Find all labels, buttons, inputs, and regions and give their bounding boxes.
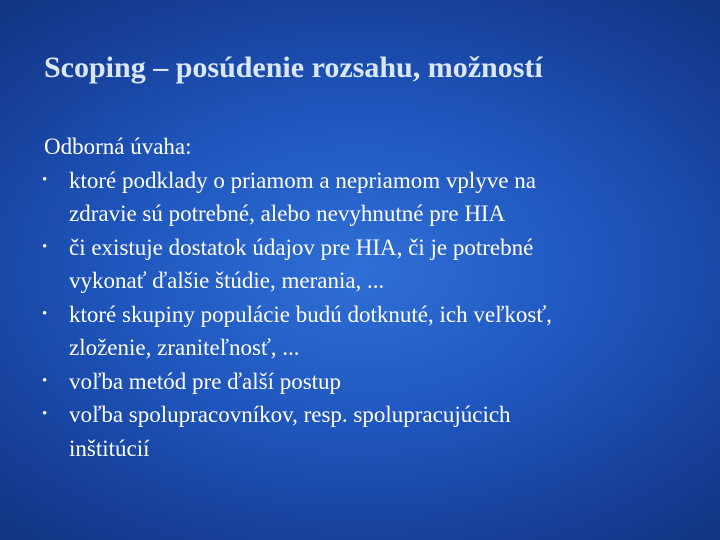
bullet-icon: • <box>42 372 48 389</box>
bullet-text-line: ktoré skupiny populácie budú dotknuté, ich veľkosť, <box>69 301 552 327</box>
bullet-text-line: inštitúcií <box>69 435 150 461</box>
bullet-text-line: zdravie sú potrebné, alebo nevyhnutné pre HIA <box>69 201 506 226</box>
bullet-text-line: zloženie, zraniteľnosť, ... <box>69 335 300 360</box>
bullet-text-line: voľba spolupracovníkov, resp. spolupracujúcich <box>69 402 511 427</box>
bullet-text-line: ktoré podklady o priamom a nepriamom vplyve na <box>69 167 536 193</box>
bullet-icon: • <box>42 406 48 422</box>
intro-text: Odborná úvaha: <box>44 134 192 159</box>
bullet-item <box>44 298 704 365</box>
bullet-text-line: voľba metód pre ďalší postup <box>69 368 342 394</box>
bullet-icon: • <box>42 238 48 255</box>
slide-title: Scoping – posúdenie rozsahu, možností <box>44 51 543 84</box>
bullet-item <box>44 164 704 231</box>
bullet-list <box>44 164 704 466</box>
bullet-icon: • <box>42 305 48 322</box>
slide-content <box>44 130 704 465</box>
bullet-text-line: či existuje dostatok údajov pre HIA, či je potrebné <box>69 234 534 260</box>
bullet-item <box>44 398 704 465</box>
bullet-item <box>44 365 704 399</box>
bullet-text-line: vykonať ďalšie štúdie, merania, ... <box>69 268 385 293</box>
bullet-icon: • <box>42 171 48 188</box>
bullet-item <box>44 231 704 298</box>
